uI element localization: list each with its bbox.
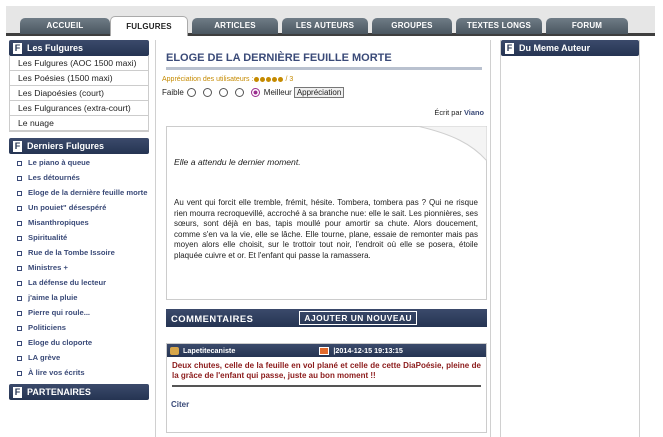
fulgures-list: [9, 56, 149, 132]
du-meme-auteur-title: Du Meme Auteur: [519, 43, 591, 53]
partenaires-header: [9, 384, 149, 400]
derniers-item[interactable]: [17, 338, 149, 348]
square-bullet-icon: [17, 191, 22, 196]
square-bullet-icon: [17, 371, 22, 376]
user-avatar-icon: [170, 347, 179, 355]
derniers-item[interactable]: [17, 323, 149, 333]
derniers-item-label: Eloge du cloporte: [28, 338, 93, 347]
derniers-list: [9, 158, 149, 378]
comment-date: |2014-12-15 19:13:15: [333, 346, 403, 355]
square-bullet-icon: [17, 266, 22, 271]
tab-articles[interactable]: ARTICLES: [192, 18, 278, 34]
vote-radio-2[interactable]: [203, 88, 212, 97]
f-logo-icon: F: [14, 42, 21, 53]
left-sidebar: [9, 40, 149, 400]
vote-button[interactable]: Appréciation: [294, 87, 344, 98]
article-body: Au vent qui forcit elle tremble, frémit, hésite. Tombera, tombera pas ? Qui ne risque rien mourra recroquevillé, accroché à sa branche nue: elle le sait. Les pionnières, ses sœurs, sont déjà en bas, tapis moullé pour amortir sa chute. Alors doucement, comme s'en va la vie, elle se lâche. Elle tourne, plane, essaie de remonter mais pas moyen alors elle choisit, sur le trottoir tout noir, l'endroit où elle se posera, étoile plaquée cuivre et or. Et l'enfant qui passe la ramassera.: [174, 198, 478, 260]
f-logo-icon: F: [14, 386, 21, 397]
fulgures-header: [9, 40, 149, 56]
vote-low-label: Faible: [162, 88, 184, 97]
article-column: [155, 40, 491, 437]
vote-high-label: Meilleur: [263, 88, 292, 97]
square-bullet-icon: [17, 281, 22, 286]
comment-text: Deux chutes, celle de la feuille en vol plané et celle de cette DiaPoésie, pleine de la grâce de l'enfant qui passe, juste au bon moment !!: [172, 361, 481, 387]
derniers-item[interactable]: [17, 353, 149, 363]
rating-label: Appréciation des utilisateurs :: [162, 76, 254, 83]
comment-author[interactable]: Lapetitecaniste: [183, 346, 236, 355]
derniers-item[interactable]: [17, 233, 149, 243]
vote-form: [162, 87, 490, 98]
derniers-item-label: Spiritualité: [28, 233, 68, 242]
tab-forum[interactable]: FORUM: [546, 18, 628, 34]
derniers-item-label: Politiciens: [28, 323, 66, 332]
derniers-header: [9, 138, 149, 154]
fulgures-title: Les Fulgures: [27, 43, 84, 53]
author-link[interactable]: Viano: [464, 108, 484, 117]
comments-title: COMMENTAIRES: [171, 312, 254, 324]
derniers-item[interactable]: [17, 188, 149, 198]
cite-link[interactable]: Citer: [171, 400, 190, 409]
fulgures-item[interactable]: Les Poésies (1500 maxi): [10, 71, 148, 86]
comments-header: [166, 309, 487, 327]
square-bullet-icon: [17, 341, 22, 346]
derniers-item-label: Eloge de la dernière feuille morte: [28, 188, 148, 197]
derniers-item[interactable]: [17, 293, 149, 303]
square-bullet-icon: [17, 161, 22, 166]
f-logo-icon: F: [14, 140, 21, 151]
article-lead: Elle a attendu le dernier moment.: [174, 157, 301, 167]
square-bullet-icon: [17, 296, 22, 301]
derniers-item[interactable]: [17, 278, 149, 288]
derniers-item-label: j'aime la pluie: [28, 293, 78, 302]
tab-accueil[interactable]: ACCUEIL: [20, 18, 110, 34]
derniers-item-label: À lire vos écrits: [28, 368, 85, 377]
square-bullet-icon: [17, 176, 22, 181]
vote-radio-4[interactable]: [235, 88, 244, 97]
square-bullet-icon: [17, 326, 22, 331]
author-prefix: Écrit par: [434, 108, 462, 117]
derniers-item[interactable]: [17, 203, 149, 213]
derniers-item[interactable]: [17, 263, 149, 273]
derniers-item-label: Rue de la Tombe Issoire: [28, 248, 115, 257]
derniers-item-label: Le piano à queue: [28, 158, 91, 167]
fulgures-item[interactable]: Les Diapoésies (court): [10, 86, 148, 101]
derniers-item[interactable]: [17, 248, 149, 258]
derniers-item-label: LA grève: [28, 353, 61, 362]
right-sidebar: [500, 40, 640, 437]
tab-textes-longs[interactable]: TEXTES LONGS: [456, 18, 542, 34]
square-bullet-icon: [17, 236, 22, 241]
vote-radio-5[interactable]: [251, 88, 260, 97]
rating-summary: [162, 76, 490, 83]
fulgures-item[interactable]: Le nuage: [10, 116, 148, 131]
derniers-item[interactable]: [17, 158, 149, 168]
page-curl-decoration: [417, 126, 487, 161]
du-meme-auteur-header: [501, 40, 639, 56]
rating-dots-icon: [254, 77, 284, 82]
mail-icon[interactable]: [319, 347, 329, 355]
comment-meta-bar: [167, 344, 486, 357]
vote-radio-3[interactable]: [219, 88, 228, 97]
square-bullet-icon: [17, 356, 22, 361]
tab-fulgures[interactable]: FULGURES: [110, 16, 188, 36]
add-comment-button[interactable]: AJOUTER UN NOUVEAU: [299, 311, 417, 325]
derniers-item[interactable]: [17, 368, 149, 378]
derniers-item[interactable]: [17, 308, 149, 318]
square-bullet-icon: [17, 206, 22, 211]
main-navigation: [6, 6, 655, 36]
f-logo-icon: F: [506, 42, 513, 53]
derniers-item-label: Misanthropiques: [28, 218, 89, 227]
derniers-item-label: Un pouiet" désespéré: [28, 203, 107, 212]
partenaires-title: PARTENAIRES: [27, 387, 91, 397]
square-bullet-icon: [17, 251, 22, 256]
rating-suffix: / 3: [285, 76, 294, 83]
derniers-item[interactable]: [17, 218, 149, 228]
article-body-box: [166, 126, 487, 300]
derniers-item-label: Les détournés: [28, 173, 80, 182]
derniers-item-label: Ministres +: [28, 263, 68, 272]
vote-radio-1[interactable]: [187, 88, 196, 97]
derniers-item-label: La défense du lecteur: [28, 278, 107, 287]
tab-les-auteurs[interactable]: LES AUTEURS: [282, 18, 368, 34]
article-title: ELOGE DE LA DERNIÈRE FEUILLE MORTE: [166, 52, 482, 70]
square-bullet-icon: [17, 311, 22, 316]
fulgures-item[interactable]: Les Fulgures (AOC 1500 maxi): [10, 56, 148, 71]
author-line: [156, 108, 484, 117]
fulgures-item[interactable]: Les Fulgurances (extra-court): [10, 101, 148, 116]
square-bullet-icon: [17, 221, 22, 226]
comment-item: [166, 343, 487, 433]
derniers-item[interactable]: [17, 173, 149, 183]
tab-groupes[interactable]: GROUPES: [372, 18, 452, 34]
derniers-title: Derniers Fulgures: [27, 141, 105, 151]
derniers-item-label: Pierre qui roule...: [28, 308, 91, 317]
